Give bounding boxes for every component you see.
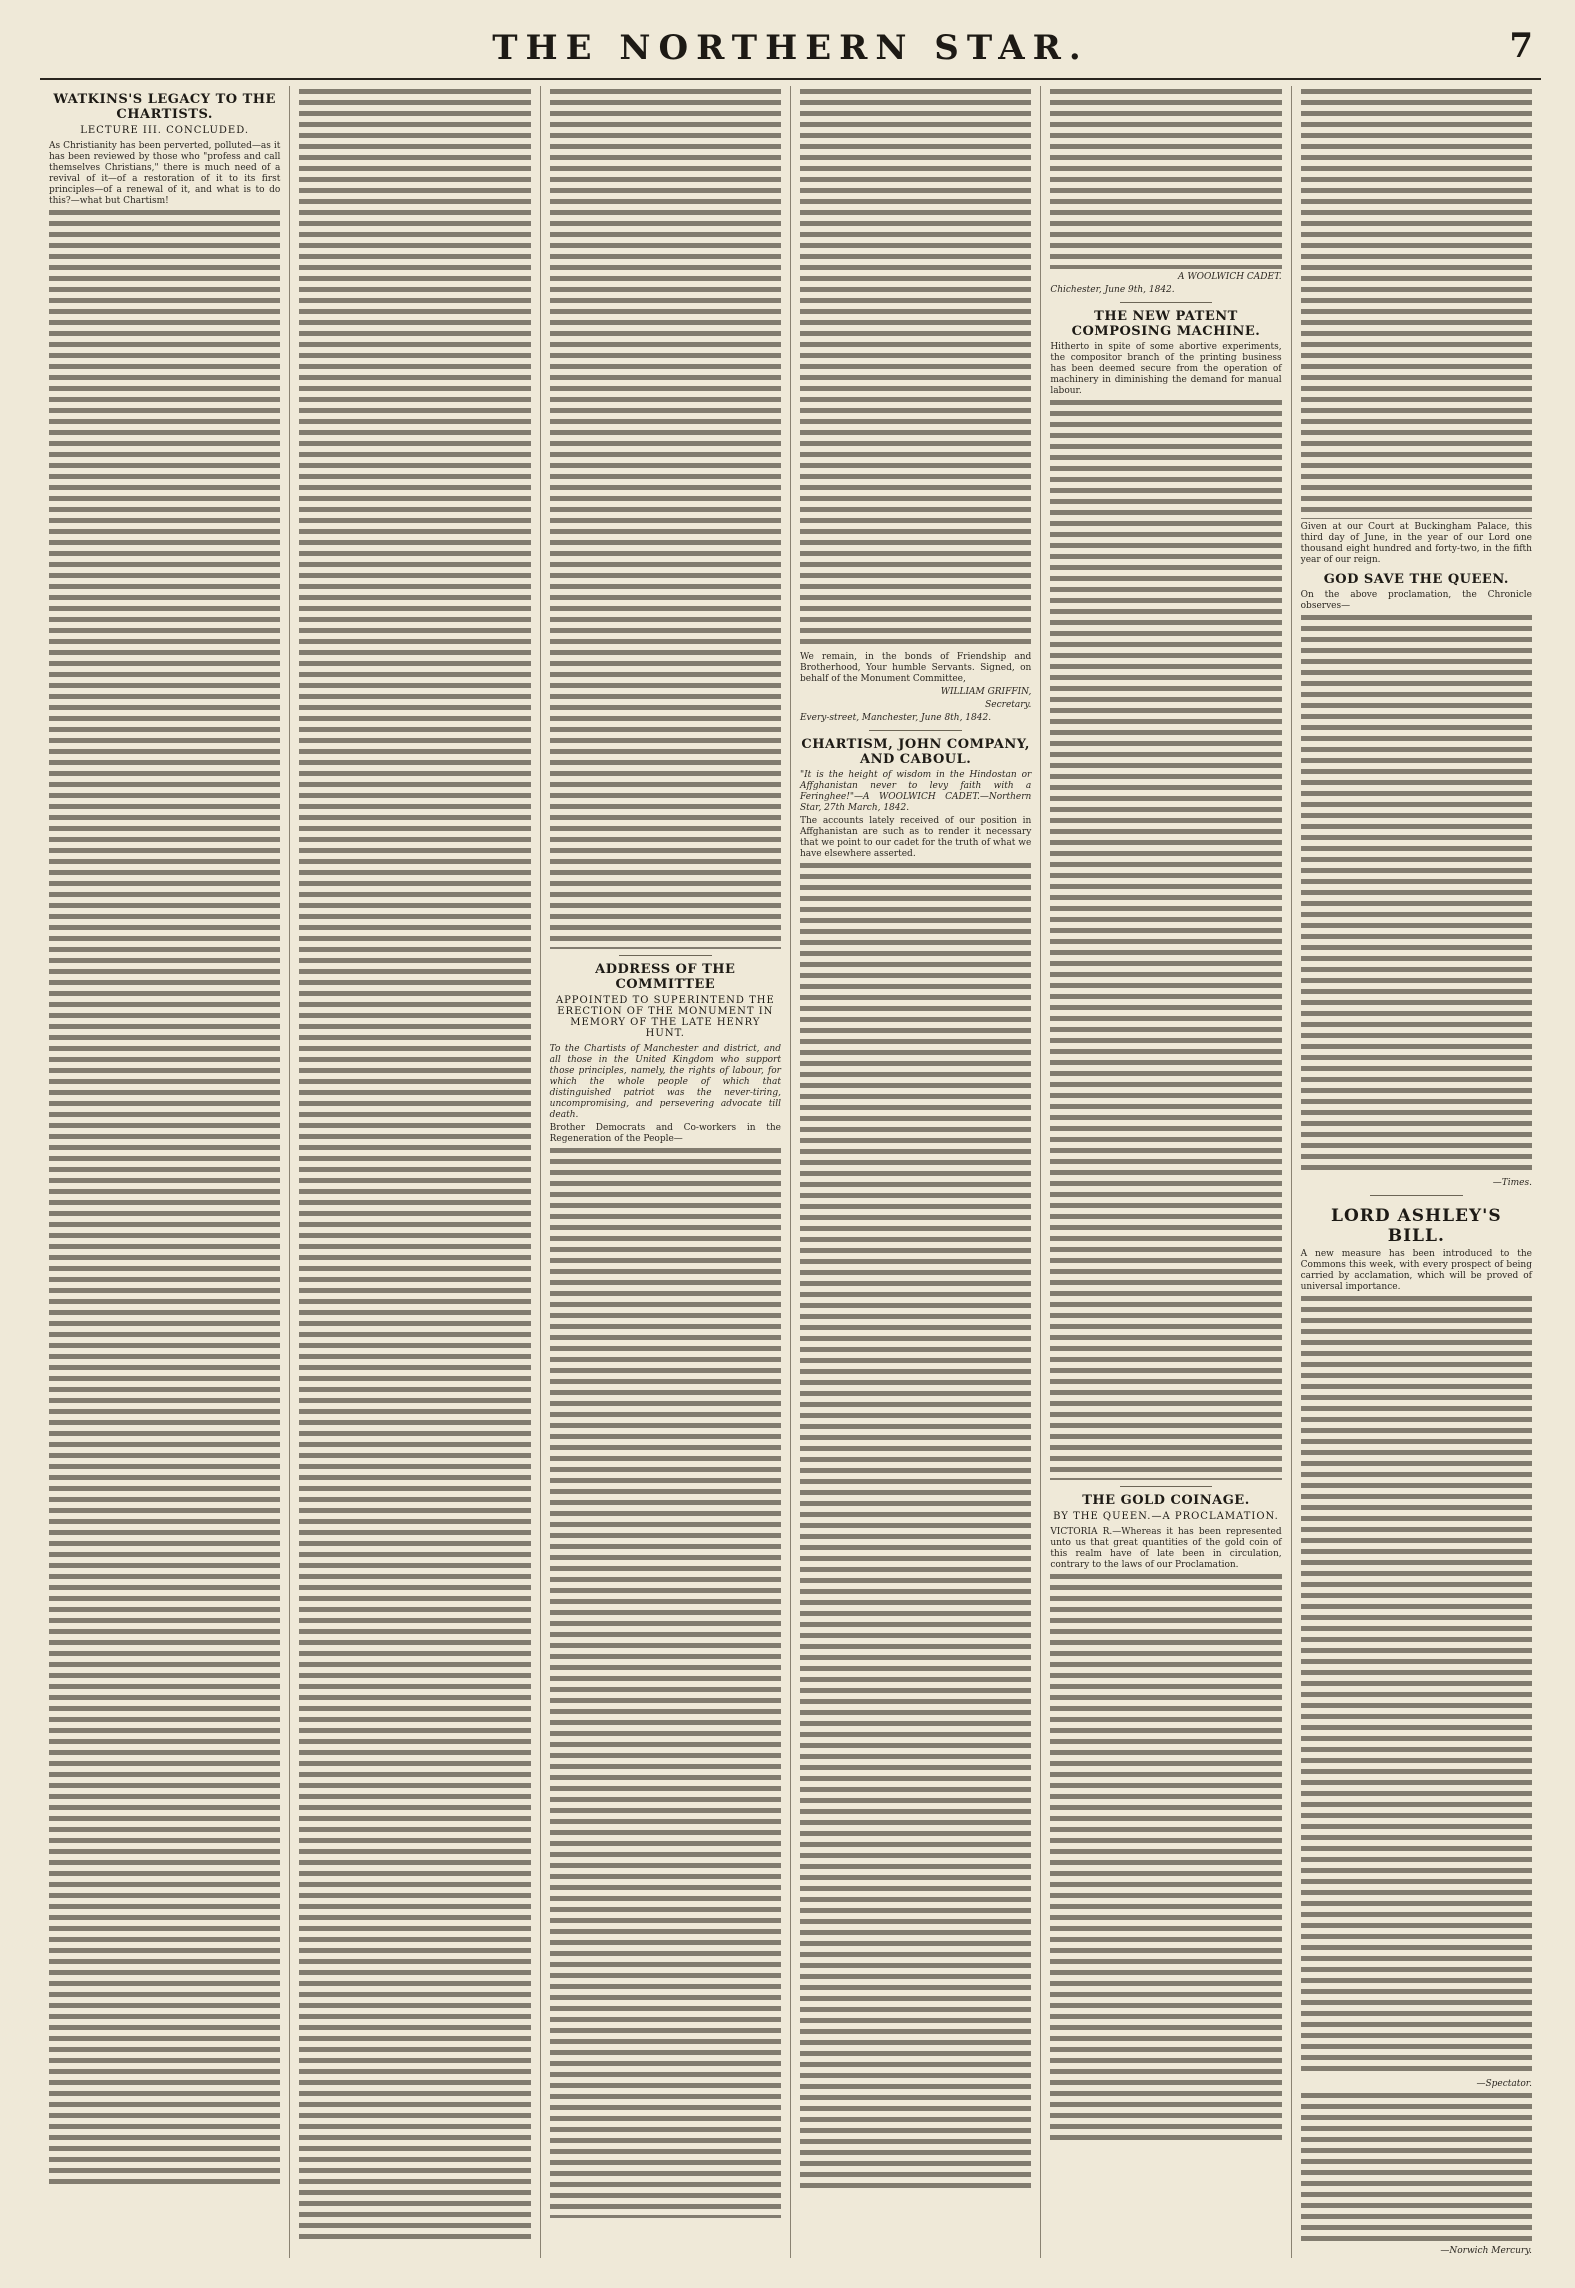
text-block xyxy=(299,89,530,2239)
divider xyxy=(869,730,962,731)
article-paragraph: A new measure has been introduced to the Commons this week, with every prospect of being carried by acclamation, which will be proved of universal importance. xyxy=(1300,1249,1532,1292)
article-subheading-proclamation: BY THE QUEEN.—A PROCLAMATION. xyxy=(1053,1511,1279,1522)
citation-times: —Times. xyxy=(1492,1178,1532,1188)
text-block xyxy=(800,89,1031,649)
article-paragraph: On the above proclamation, the Chronicle observes— xyxy=(1300,590,1532,611)
text-block xyxy=(49,210,280,2190)
text-block xyxy=(1301,89,1532,519)
article-subheading-committee: APPOINTED TO SUPERINTEND THE ERECTION OF THE MONUMENT IN MEMORY OF THE LATE HENRY HUNT. xyxy=(555,995,775,1039)
text-block xyxy=(1050,1574,1281,2144)
signature-place: Every-street, Manchester, June 8th, 1842. xyxy=(799,713,992,723)
masthead xyxy=(40,22,1541,80)
text-block xyxy=(550,89,781,949)
article-subheading-lecture: LECTURE III. CONCLUDED. xyxy=(80,125,250,136)
article-paragraph: To the Chartists of Manchester and district, and all those in the United Kingdom who support those principles, namely, the rights of labour, for which the whole people of which that distinguished patriot was the never-tiring, uncompromising, and persevering advocate till death. xyxy=(549,1044,781,1120)
divider xyxy=(619,955,712,956)
columns xyxy=(40,86,1541,2258)
article-heading-composing-machine: THE NEW PATENT COMPOSING MACHINE. xyxy=(1071,309,1261,339)
divider xyxy=(1120,302,1213,303)
text-block xyxy=(1301,2093,1532,2243)
text-block xyxy=(800,863,1031,2193)
text-block xyxy=(1301,615,1532,1175)
column-3 xyxy=(541,86,791,2258)
page-number: 7 xyxy=(1509,26,1533,66)
signature-date: Chichester, June 9th, 1842. xyxy=(1050,285,1175,295)
article-paragraph: The accounts lately received of our position in Affghanistan are such as to render it necessary that we point to our cadet for the truth of what we have elsewhere asserted. xyxy=(799,816,1032,859)
article-paragraph: As Christianity has been perverted, polluted—as it has been reviewed by those who "profess and call themselves Christians," there is much need of a revival of it—of a restoration of it to its first principles—of a renewal of it, and what is to do this?—what but Chartism! xyxy=(49,141,281,206)
article-heading-lord-ashley: LORD ASHLEY'S BILL. xyxy=(1331,1206,1502,1246)
text-block xyxy=(1301,1296,1532,2076)
article-heading-address: ADDRESS OF THE COMMITTEE xyxy=(595,962,736,992)
column-2 xyxy=(290,86,540,2258)
god-save-the-queen: GOD SAVE THE QUEEN. xyxy=(1323,572,1509,587)
text-block xyxy=(1050,400,1281,1480)
article-paragraph: VICTORIA R.—Whereas it has been represented unto us that great quantities of the gold coin of this realm have of late been in circulation, contrary to the laws of our Proclamation. xyxy=(1050,1527,1282,1570)
column-4 xyxy=(791,86,1041,2258)
article-heading-gold-coinage: THE GOLD COINAGE. xyxy=(1082,1493,1250,1508)
article-paragraph: Brother Democrats and Co-workers in the Regeneration of the People— xyxy=(549,1123,781,1144)
divider xyxy=(1370,1195,1463,1196)
divider xyxy=(1120,1486,1213,1487)
column-5 xyxy=(1041,86,1291,2258)
article-heading-chartism: CHARTISM, JOHN COMPANY, AND CABOUL. xyxy=(801,737,1030,767)
text-block xyxy=(1050,89,1281,269)
article-paragraph: We remain, in the bonds of Friendship and Brotherhood, Your humble Servants. Signed, on behalf of the Monument Committee, xyxy=(799,652,1032,684)
signature-name: A WOOLWICH CADET. xyxy=(1177,272,1282,282)
article-heading-watkins: WATKINS'S LEGACY TO THE CHARTISTS. xyxy=(53,92,276,122)
signature-name: WILLIAM GRIFFIN, xyxy=(940,687,1032,697)
newspaper-title: THE NORTHERN STAR. xyxy=(492,28,1089,68)
signature-role: Secretary. xyxy=(985,700,1032,710)
citation-norwich: —Norwich Mercury. xyxy=(1440,2246,1532,2256)
column-1 xyxy=(40,86,290,2258)
article-paragraph: Given at our Court at Buckingham Palace, this third day of June, in the year of our Lord one thousand eight hundred and forty-two, in the fifth year of our reign. xyxy=(1300,522,1532,565)
column-6 xyxy=(1292,86,1541,2258)
article-paragraph: Hitherto in spite of some abortive experiments, the compositor branch of the printing business has been deemed secure from the operation of machinery in diminishing the demand for manual labour. xyxy=(1050,342,1282,396)
text-block xyxy=(550,1148,781,2218)
article-epigraph: "It is the height of wisdom in the Hindostan or Affghanistan never to levy faith with a Feringhee!"—A WOOLWICH CADET.—Northern Star, 27th March, 1842. xyxy=(799,770,1032,813)
citation-spectator: —Spectator. xyxy=(1476,2079,1532,2089)
